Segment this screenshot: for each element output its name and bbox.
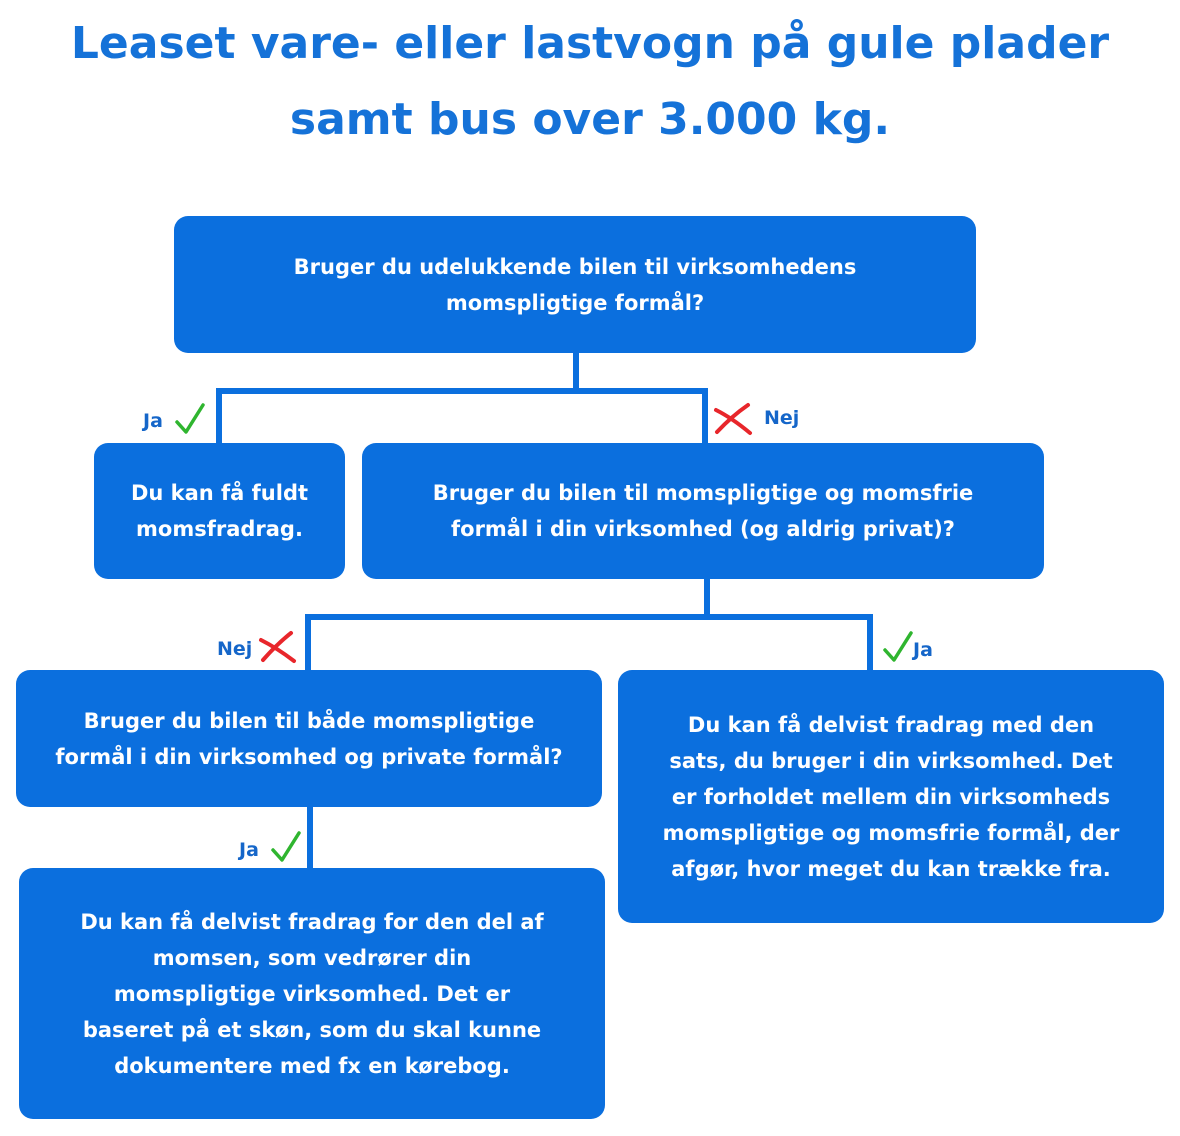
answer-box-full-deduction	[94, 443, 345, 579]
edge-label-yes: Ja	[913, 639, 933, 661]
question-text-line: Bruger du udelukkende bilen til virksomhedens	[293, 254, 857, 279]
answer-box-partial-deduction-estimate	[19, 868, 605, 1119]
question-text-line: formål i din virksomhed (og aldrig privat)?	[451, 517, 955, 541]
answer-text-line: dokumentere med fx en kørebog.	[114, 1053, 510, 1078]
answer-text-line: baseret på et skøn, som du skal kunne	[82, 1017, 542, 1042]
edge-label-no: Nej	[217, 638, 253, 660]
edge-label-no: Nej	[764, 407, 800, 429]
edge-label-yes: Ja	[143, 410, 163, 432]
check-icon	[882, 630, 914, 664]
check-icon	[270, 830, 302, 864]
connector-to-a2	[867, 614, 873, 670]
answer-text-line: momsen, som vedrører din	[152, 945, 472, 970]
page-title-line-2: samt bus over 3.000 kg.	[289, 94, 891, 145]
answer-text-line: momspligtige og momsfrie formål, der	[662, 820, 1120, 845]
connector-q1-down	[573, 350, 579, 392]
connector-to-a1	[216, 388, 222, 444]
connector-q1-branch	[216, 388, 708, 394]
question-text-line: Bruger du bilen til momspligtige og momsfrie	[432, 481, 974, 505]
connector-q2-branch	[305, 614, 873, 620]
answer-box-partial-deduction-rate	[618, 670, 1164, 923]
answer-text-line: Du kan få delvist fradrag med den	[687, 712, 1095, 737]
question-box-taxable-and-exempt	[362, 443, 1044, 579]
answer-text-line: momsfradrag.	[136, 517, 303, 541]
cross-icon	[712, 402, 754, 436]
question-text-line: Bruger du bilen til både momspligtige	[83, 708, 535, 733]
question-box-exclusive-use	[174, 216, 976, 353]
check-icon	[174, 402, 206, 436]
question-text-line: momspligtige formål?	[445, 290, 705, 315]
answer-text-line: momspligtige virksomhed. Det er	[113, 981, 511, 1006]
connector-to-q2	[702, 388, 708, 444]
connector-q2-down	[704, 576, 710, 618]
answer-text-line: afgør, hvor meget du kan trække fra.	[671, 856, 1111, 881]
connector-to-q3	[305, 614, 311, 670]
question-text-line: formål i din virksomhed og private formål?	[55, 744, 563, 769]
edge-label-yes: Ja	[239, 839, 259, 861]
question-box-business-and-private	[16, 670, 602, 807]
answer-text-line: er forholdet mellem din virksomheds	[671, 784, 1111, 809]
answer-text-line: Du kan få delvist fradrag for den del af	[80, 909, 544, 934]
answer-text-line: Du kan få fuldt	[130, 481, 309, 505]
cross-icon	[257, 630, 299, 664]
answer-text-line: sats, du bruger i din virksomhed. Det	[669, 748, 1113, 773]
page-title-line-1: Leaset vare- eller lastvogn på gule plader	[70, 18, 1110, 69]
connector-to-a3	[307, 804, 313, 870]
